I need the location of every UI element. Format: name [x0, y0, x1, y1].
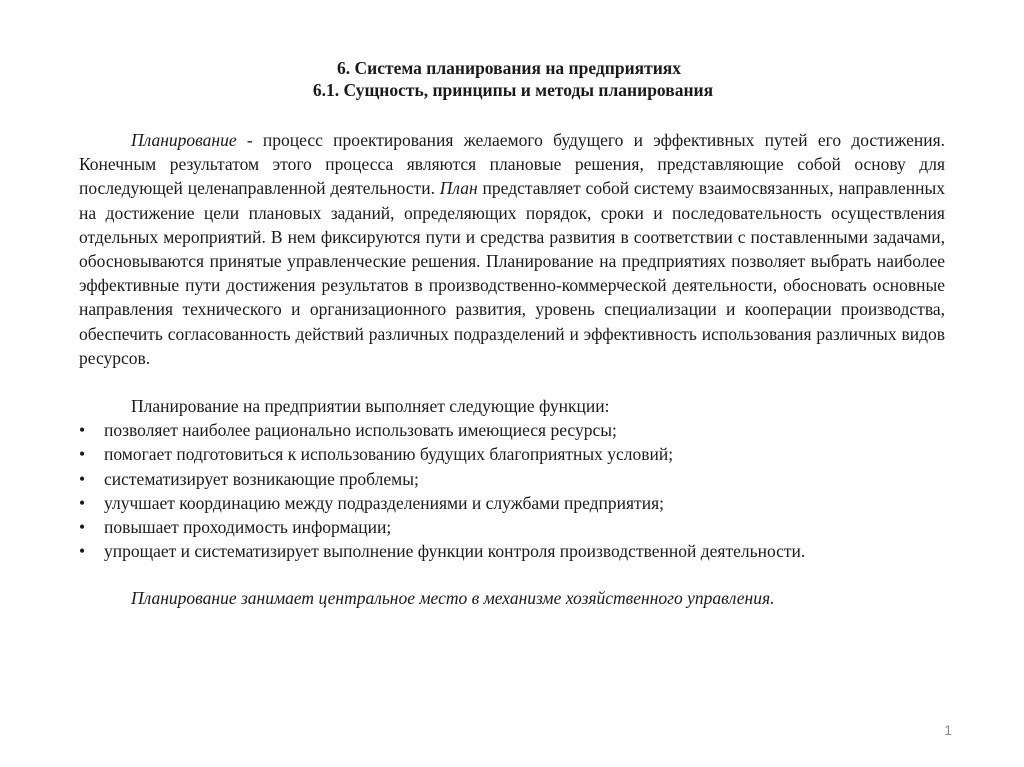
- bullet-icon: •: [79, 492, 86, 513]
- intro-text-part2: представляет собой систему взаимосвязанных, направленных на достижение цели плановых заданий, определяющих порядок, сроки и последовательность осуществления отдельных мероприятий. В нем фиксируются пути и средства развития в соответствии с поставленными задачами, обосновываются принятые управленческие решения. Планирование на предприятиях позволяет выбрать наиболее эффективные пути достижения результатов в производственно-коммерческой деятельности, обосновать основные направления технического и организационного развития, уровень специализации и кооперации производства, обеспечить согласованность действий различных подразделений и эффективность использования различных видов ресурсов.: [79, 178, 945, 368]
- list-item-text: позволяет наиболее рационально использовать имеющиеся ресурсы;: [104, 420, 617, 441]
- list-item-text: повышает проходимость информации;: [104, 517, 392, 538]
- bullet-icon: •: [79, 468, 86, 489]
- page-number: 1: [944, 722, 952, 738]
- list-item: [79, 491, 945, 515]
- list-item: [79, 418, 945, 442]
- list-item-text: улучшает координацию между подразделениями и службами предприятия;: [104, 492, 664, 513]
- term-plan: План: [439, 178, 478, 199]
- list-item-text: систематизирует возникающие проблемы;: [104, 468, 419, 489]
- title-block: [0, 57, 1024, 101]
- intro-text-part1: - процесс проектирования желаемого будущего и эффективных путей его достижения. Конечным результатом этого процесса являются плановые решения, представляющие собой основу для последующей целенаправленной деятельности.: [79, 130, 945, 199]
- bullet-icon: •: [79, 517, 86, 538]
- intro-paragraph: [79, 128, 945, 370]
- list-item: [79, 442, 945, 466]
- term-planning: Планирование: [131, 130, 237, 150]
- list-item-text: помогает подготовиться к использованию будущих благоприятных условий;: [104, 444, 674, 465]
- list-item: [79, 539, 945, 563]
- section-title: 6.1. Сущность, принципы и методы планирования: [312, 80, 714, 100]
- functions-list: [79, 418, 945, 563]
- document-body: [79, 128, 945, 611]
- list-item-text: упрощает и систематизирует выполнение функции контроля производственной деятельности.: [104, 541, 806, 562]
- bullet-icon: •: [79, 444, 86, 465]
- bullet-icon: •: [79, 420, 86, 441]
- list-item: [79, 467, 945, 491]
- list-item: [79, 515, 945, 539]
- bullet-icon: •: [79, 541, 86, 562]
- functions-intro: Планирование на предприятии выполняет следующие функции:: [131, 396, 610, 417]
- chapter-title: 6. Система планирования на предприятиях: [336, 58, 682, 78]
- closing-statement: Планирование занимает центральное место в механизме хозяйственного управления.: [131, 588, 775, 609]
